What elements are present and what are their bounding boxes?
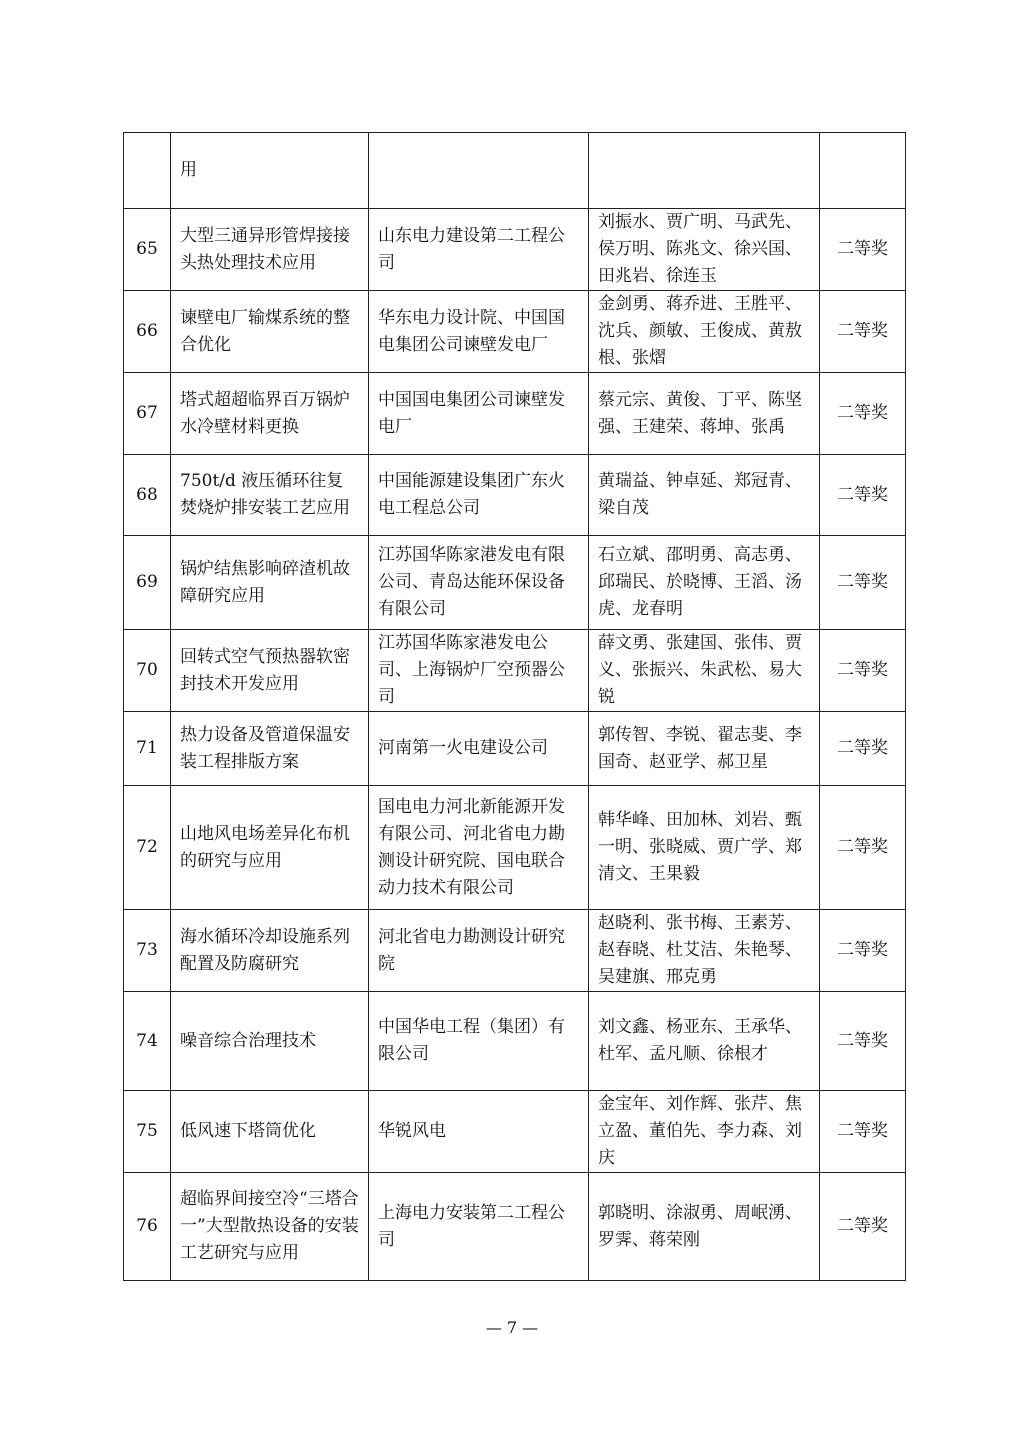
cell-project: 回转式空气预热器软密封技术开发应用 [171, 630, 369, 712]
page-number: — 7 — [485, 1318, 539, 1337]
cell-no: 73 [124, 910, 171, 992]
cell-no: 65 [124, 209, 171, 291]
cell-project: 山地风电场差异化布机的研究与应用 [171, 786, 369, 910]
cell-unit: 山东电力建设第二工程公司 [369, 209, 589, 291]
cell-award: 二等奖 [820, 786, 906, 910]
table-row-continued [124, 133, 906, 209]
table-row [124, 209, 906, 291]
cell-project: 谏壁电厂输煤系统的整合优化 [171, 291, 369, 373]
cell-project: 海水循环冷却设施系列配置及防腐研究 [171, 910, 369, 992]
table-row [124, 712, 906, 786]
cell-award: 二等奖 [820, 373, 906, 455]
cell-no: 70 [124, 630, 171, 712]
cell-unit [369, 133, 589, 209]
cell-no: 75 [124, 1091, 171, 1173]
cell-people: 韩华峰、田加林、刘岩、甄一明、张晓威、贾广学、郑清文、王果毅 [589, 786, 820, 910]
table-row [124, 455, 906, 536]
cell-unit: 中国能源建设集团广东火电工程总公司 [369, 455, 589, 536]
cell-unit: 河南第一火电建设公司 [369, 712, 589, 786]
cell-award: 二等奖 [820, 536, 906, 630]
table-row [124, 1173, 906, 1281]
awards-table [123, 132, 906, 1281]
cell-project: 塔式超超临界百万锅炉水冷壁材料更换 [171, 373, 369, 455]
cell-award: 二等奖 [820, 455, 906, 536]
cell-award: 二等奖 [820, 992, 906, 1091]
cell-award: 二等奖 [820, 910, 906, 992]
cell-unit: 江苏国华陈家港发电公司、上海锅炉厂空预器公司 [369, 630, 589, 712]
cell-unit: 上海电力安装第二工程公司 [369, 1173, 589, 1281]
cell-project: 噪音综合治理技术 [171, 992, 369, 1091]
cell-people: 金剑勇、蒋乔进、王胜平、沈兵、颜敏、王俊成、黄敖根、张熠 [589, 291, 820, 373]
cell-project: 大型三通异形管焊接接头热处理技术应用 [171, 209, 369, 291]
cell-award: 二等奖 [820, 1091, 906, 1173]
table-row [124, 992, 906, 1091]
cell-no: 74 [124, 992, 171, 1091]
cell-people: 黄瑞益、钟卓延、郑冠青、梁自茂 [589, 455, 820, 536]
table-row [124, 291, 906, 373]
cell-project: 用 [171, 133, 369, 209]
cell-award: 二等奖 [820, 1173, 906, 1281]
cell-people: 刘文鑫、杨亚东、王承华、杜军、孟凡顺、徐根才 [589, 992, 820, 1091]
cell-award: 二等奖 [820, 291, 906, 373]
cell-award: 二等奖 [820, 209, 906, 291]
cell-unit: 国电电力河北新能源开发有限公司、河北省电力勘测设计研究院、国电联合动力技术有限公司 [369, 786, 589, 910]
cell-no: 76 [124, 1173, 171, 1281]
cell-people [589, 133, 820, 209]
cell-project: 超临界间接空冷“三塔合一”大型散热设备的安装工艺研究与应用 [171, 1173, 369, 1281]
cell-no: 66 [124, 291, 171, 373]
cell-project: 低风速下塔筒优化 [171, 1091, 369, 1173]
cell-no [124, 133, 171, 209]
cell-unit: 河北省电力勘测设计研究院 [369, 910, 589, 992]
cell-people: 郭传智、李锐、翟志斐、李国奇、赵亚学、郝卫星 [589, 712, 820, 786]
cell-no: 67 [124, 373, 171, 455]
cell-unit: 江苏国华陈家港发电有限公司、青岛达能环保设备有限公司 [369, 536, 589, 630]
cell-people: 赵晓利、张书梅、王素芳、赵春晓、杜艾洁、朱艳琴、吴建旗、邢克勇 [589, 910, 820, 992]
table-row [124, 786, 906, 910]
cell-unit: 中国华电工程（集团）有限公司 [369, 992, 589, 1091]
cell-award: 二等奖 [820, 630, 906, 712]
awards-table-body [124, 133, 906, 1281]
table-row [124, 910, 906, 992]
cell-project: 锅炉结焦影响碎渣机故障研究应用 [171, 536, 369, 630]
table-row [124, 630, 906, 712]
cell-unit: 中国国电集团公司谏壁发电厂 [369, 373, 589, 455]
cell-unit: 华锐风电 [369, 1091, 589, 1173]
cell-no: 72 [124, 786, 171, 910]
table-row [124, 536, 906, 630]
cell-project: 750t/d 液压循环往复焚烧炉排安装工艺应用 [171, 455, 369, 536]
cell-award [820, 133, 906, 209]
cell-project: 热力设备及管道保温安装工程排版方案 [171, 712, 369, 786]
cell-people: 郭晓明、涂淑勇、周岷湧、罗霁、蒋荣刚 [589, 1173, 820, 1281]
cell-people: 薛文勇、张建国、张伟、贾义、张振兴、朱武松、易大锐 [589, 630, 820, 712]
cell-no: 71 [124, 712, 171, 786]
cell-people: 石立斌、邵明勇、高志勇、邱瑞民、於晓博、王滔、汤虎、龙春明 [589, 536, 820, 630]
cell-no: 68 [124, 455, 171, 536]
cell-unit: 华东电力设计院、中国国电集团公司谏壁发电厂 [369, 291, 589, 373]
cell-people: 刘振水、贾广明、马武先、侯万明、陈兆文、徐兴国、田兆岩、徐连玉 [589, 209, 820, 291]
cell-people: 金宝年、刘作辉、张芹、焦立盈、董伯先、李力森、刘庆 [589, 1091, 820, 1173]
cell-no: 69 [124, 536, 171, 630]
cell-people: 蔡元宗、黄俊、丁平、陈坚强、王建荣、蒋坤、张禹 [589, 373, 820, 455]
table-row [124, 1091, 906, 1173]
table-row [124, 373, 906, 455]
cell-award: 二等奖 [820, 712, 906, 786]
